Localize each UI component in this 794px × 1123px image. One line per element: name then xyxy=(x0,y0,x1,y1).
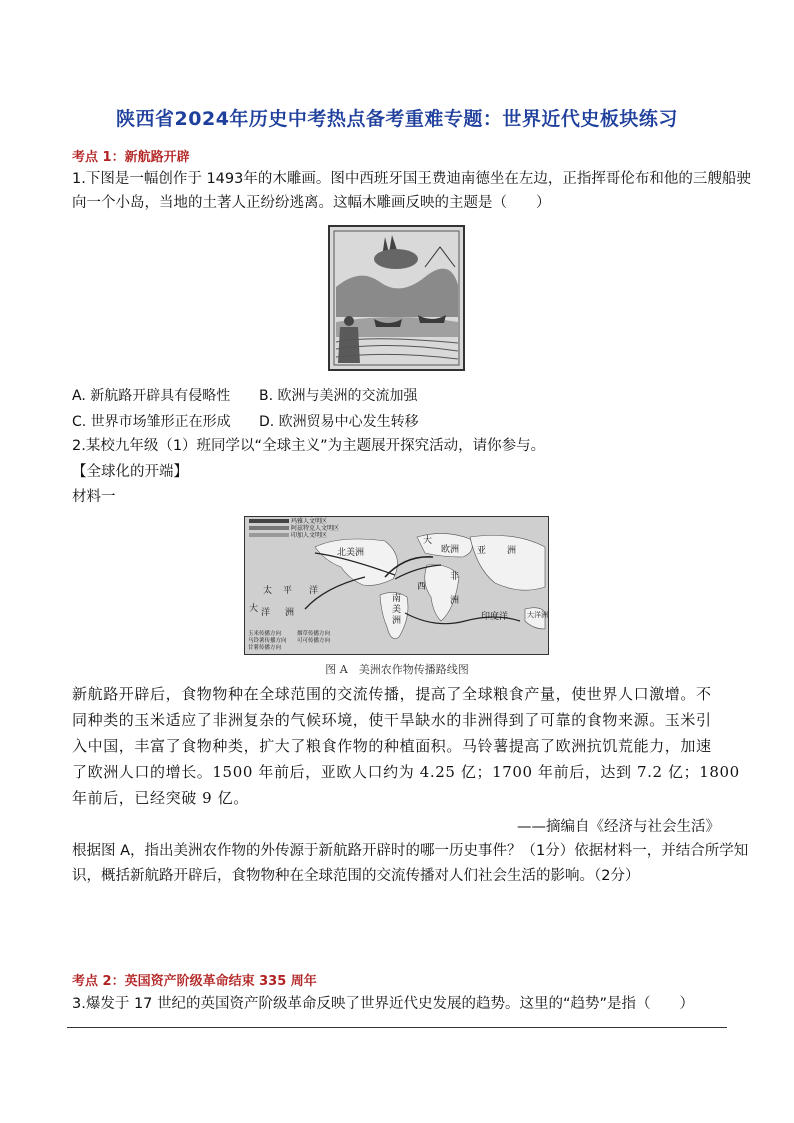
option-c: C. 世界市场雏形正在形成 xyxy=(72,414,231,430)
legend-maya: 玛雅人文明区 xyxy=(291,518,328,525)
page-title: 陕西省2024年历史中考热点备考重难专题：世界近代史板块练习 xyxy=(116,108,678,130)
footer-divider xyxy=(67,1027,727,1028)
question-1-line-2: 向一个小岛，当地的土著人正纷纷逃离。这幅木雕画反映的主题是（ ） xyxy=(72,195,551,211)
label-south-america-3: 洲 xyxy=(392,616,402,626)
label-atlantic-1: 大 xyxy=(423,536,433,546)
topic-heading-1: 考点 1：新航路开辟 xyxy=(72,150,190,165)
label-south-america-2: 美 xyxy=(392,605,402,615)
question-3-line-1: 3.爆发于 17 世纪的英国资产阶级革命反映了世界近代史发展的趋势。这里的“趋势”是指（ ） xyxy=(72,996,695,1012)
section-heading: 【全球化的开端】 xyxy=(72,464,188,480)
label-pacific-3: 洋 xyxy=(309,586,319,596)
woodcut-image xyxy=(328,225,465,371)
route-legend-tobacco: 烟草传播方向 xyxy=(297,631,331,637)
question-1-line-1: 1.下图是一幅创作于 1493年的木雕画。图中西班牙国王费迪南德坐在左边，正指挥哥伦布和他的三艘船驶 xyxy=(72,171,751,187)
map-caption: 图 A 美洲农作物传播路线图 xyxy=(325,663,469,676)
passage-line-1: 新航路开辟后，食物物种在全球范围的交流传播，提高了全球粮食产量，使世界人口激增。不 xyxy=(72,685,712,703)
label-oceania-1: 大 xyxy=(249,604,259,614)
label-north-america: 北美洲 xyxy=(337,548,365,558)
question-2-line-1: 根据图 A，指出美洲农作物的外传源于新航路开辟时的哪一历史事件？（1分）依据材料一，并结合所学知 xyxy=(72,843,749,859)
passage-line-4: 了欧洲人口的增长。1500 年前后，亚欧人口约为 4.25 亿；1700 年前后，达到 7.2 亿；1800 xyxy=(72,763,740,781)
label-oceania-2: 洋 xyxy=(261,608,271,618)
topic-heading-2: 考点 2：英国资产阶级革命结束 335 周年 xyxy=(72,974,317,989)
label-oceania-right: 大洋洲 xyxy=(527,611,548,619)
label-asia-2: 洲 xyxy=(507,546,517,556)
label-asia-1: 亚 xyxy=(477,546,487,556)
label-oceania-3: 洲 xyxy=(285,608,295,618)
question-2-line-2: 识，概括新航路开辟后，食物物种在全球范围的交流传播对人们社会生活的影响。（2分） xyxy=(72,868,640,884)
option-d: D. 欧洲贸易中心发生转移 xyxy=(259,414,419,430)
label-africa-1: 非 xyxy=(450,572,460,582)
option-b: B. 欧洲与美洲的交流加强 xyxy=(259,388,418,404)
passage-source: ——摘编自《经济与社会生活》 xyxy=(517,819,720,835)
material-label: 材料一 xyxy=(72,489,116,505)
passage-line-5: 年前后，已经突破 9 亿。 xyxy=(72,789,249,807)
passage-line-2: 同种类的玉米适应了非洲复杂的气候环境，使干旱缺水的非洲得到了可靠的食物来源。玉米引 xyxy=(72,711,712,729)
label-pacific-1: 太 xyxy=(263,586,273,596)
option-a: A. 新航路开辟具有侵略性 xyxy=(72,388,231,404)
legend-aztec: 阿兹特克人文明区 xyxy=(291,525,340,532)
legend-inca: 印加人文明区 xyxy=(291,532,328,539)
question-2-intro: 2.某校九年级（1）班同学以“全球主义”为主题展开探究活动，请你参与。 xyxy=(72,438,546,454)
route-legend-cocoa: 可可传播方向 xyxy=(297,638,331,644)
label-pacific-2: 平 xyxy=(283,586,293,596)
label-south-america-1: 南 xyxy=(392,594,402,604)
route-legend-sweet-potato: 甘薯传播方向 xyxy=(248,645,282,651)
label-europe: 欧洲 xyxy=(441,545,460,555)
map-drawing xyxy=(245,517,548,654)
label-indian-ocean: 印度洋 xyxy=(481,612,509,622)
route-legend-maize: 玉米传播方向 xyxy=(248,631,282,637)
passage-line-3: 入中国，丰富了食物种类，扩大了粮食作物的种植面积。马铃薯提高了欧洲抗饥荒能力，加速 xyxy=(72,737,712,755)
crop-route-map xyxy=(244,516,549,655)
label-atlantic-2: 西 xyxy=(417,582,427,592)
label-africa-2: 洲 xyxy=(450,596,460,606)
route-legend-potato: 马铃薯传播方向 xyxy=(248,638,287,644)
woodcut-drawing xyxy=(330,227,463,369)
